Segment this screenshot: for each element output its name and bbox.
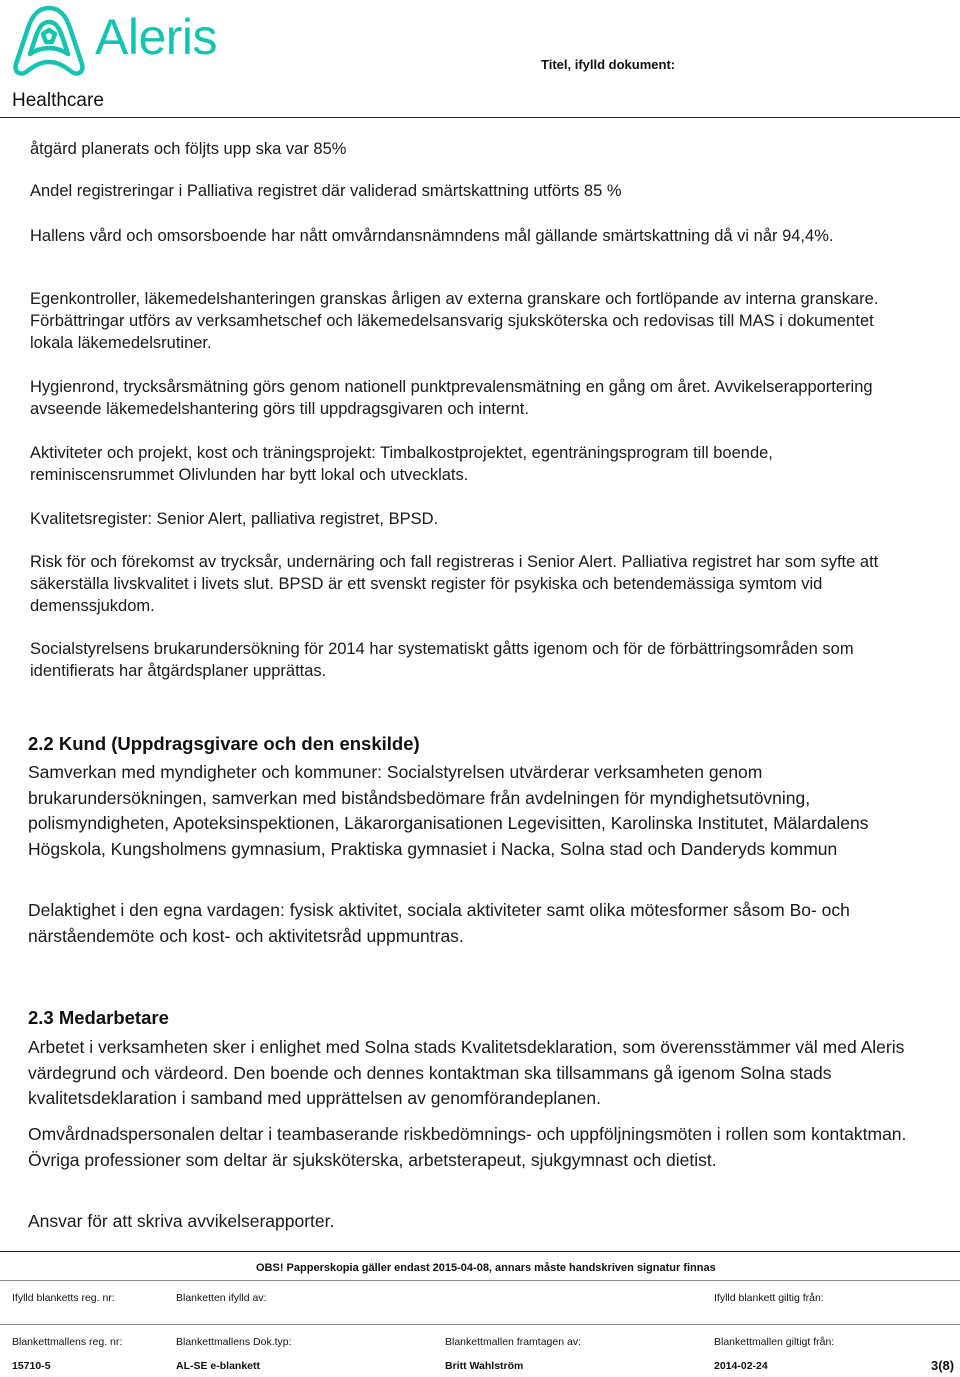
paragraph: Andel registreringar i Palliativa registret där validerad smärtskattning utförts 85 % (30, 182, 622, 200)
mall-valid-from-label: Blankettmallen giltigt från: (714, 1336, 835, 1348)
paragraph: Hallens vård och omsorsboende har nått omvårndansnämndens mål gällande smärtskattning då vi når 94,4%. (30, 227, 834, 245)
page-header (0, 0, 960, 118)
mall-reg-nr-label: Blankettmallens reg. nr: (12, 1336, 123, 1348)
filled-by-label: Blanketten ifylld av: (176, 1292, 267, 1304)
footer-row-divider (0, 1324, 960, 1325)
produced-by-value: Britt Wahlström (445, 1360, 524, 1372)
page-number: 3(8) (931, 1358, 955, 1373)
reg-nr-label: Ifylld blanketts reg. nr: (12, 1292, 115, 1304)
mall-valid-from-value: 2014-02-24 (714, 1360, 768, 1372)
paragraph: Socialstyrelsens brukarundersökning för 2014 har systematiskt gåtts igenom och för de förbättringsområden som identifierats har åtgärdsplaner upprättas. (30, 640, 854, 680)
paragraph: Arbetet i verksamheten sker i enlighet med Solna stads Kvalitetsdeklaration, som överensstämmer väl med Aleris värdegrund och värdeord. Den boende och dennes kontaktman ska tillsammans gå igenom Solna stads kvalitetsdeklaration i samband med upprättelsen av genomförandeplanen. (28, 1037, 905, 1108)
paragraph: Aktiviteter och projekt, kost och träningsprojekt: Timbalkostprojektet, egenträningsprogram till boende, reminiscensrummet Olivlunden har bytt lokal och utvecklats. (30, 444, 773, 484)
produced-by-label: Blankettmallen framtagen av: (445, 1336, 581, 1348)
paragraph: Kvalitetsregister: Senior Alert, palliativa registret, BPSD. (30, 510, 439, 528)
document-title-label: Titel, ifylld dokument: (541, 57, 676, 72)
paragraph: Ansvar för att skriva avvikelserapporter. (28, 1211, 335, 1231)
footer-divider (0, 1251, 960, 1252)
paragraph: Omvårdnadspersonalen deltar i teambaserande riskbedömnings- och uppföljningsmöten i rollen som kontaktman. Övriga professioner som deltar är sjuksköterska, arbetsterapeut, sjukgymnast och dietist. (28, 1124, 907, 1170)
doc-type-value: AL-SE e-blankett (176, 1360, 261, 1372)
paper-copy-notice: OBS! Papperskopia gäller endast 2015-04-08, annars måste handskriven signatur finnas (256, 1262, 716, 1274)
section-heading-2-2: 2.2 Kund (Uppdragsgivare och den enskilde) (28, 733, 420, 754)
brand-subtitle: Healthcare (12, 90, 104, 111)
paragraph: åtgärd planerats och följts upp ska var 85% (30, 140, 347, 158)
valid-from-label: Ifylld blankett giltig från: (714, 1292, 824, 1304)
paragraph: Samverkan med myndigheter och kommuner: Socialstyrelsen utvärderar verksamheten genom brukarundersökningen, samverkan med biståndsbedömare från avdelningen för myndighetsutövning, polismyndigheten, Apoteksinspektionen, Läkarorganisationen Legevisitten, Karolinska Institutet, Mälardalens Högskola, Kungsholmens gymnasium, Praktiska gymnasiet i Nacka, Solna stad och Danderyds kommun (28, 762, 869, 859)
doc-type-label: Blankettmallens Dok.typ: (176, 1336, 292, 1348)
section-heading-2-3: 2.3 Medarbetare (28, 1007, 169, 1028)
paragraph: Egenkontroller, läkemedelshanteringen granskas årligen av externa granskare och fortlöpande av interna granskare. Förbättringar utförs av verksamhetschef och läkemedelsansvarig sjuksköterska och redovisas till MAS i dokumentet lokala läkemedelsrutiner. (30, 290, 879, 352)
paragraph: Delaktighet i den egna vardagen: fysisk aktivitet, sociala aktiviteter samt olika mötesformer såsom Bo- och närståendemöte och kost- och aktivitetsråd uppmuntras. (28, 900, 850, 946)
footer-row-divider (0, 1280, 960, 1281)
header-divider (0, 117, 960, 118)
brand-name: Aleris (95, 9, 218, 65)
mall-reg-nr-value: 15710-5 (12, 1360, 51, 1372)
aleris-logo-icon (10, 4, 88, 78)
paragraph: Hygienrond, trycksårsmätning görs genom nationell punktprevalensmätning en gång om året. Avvikelserapportering avseende läkemedelshantering görs till uppdragsgivaren och internt. (30, 378, 873, 418)
paragraph: Risk för och förekomst av trycksår, undernäring och fall registreras i Senior Alert. Palliativa registret har som syfte att säkerställa livskvalitet i livets slut. BPSD är ett svenskt register för psykiska och betendemässiga symtom vid demenssjukdom. (30, 553, 879, 615)
